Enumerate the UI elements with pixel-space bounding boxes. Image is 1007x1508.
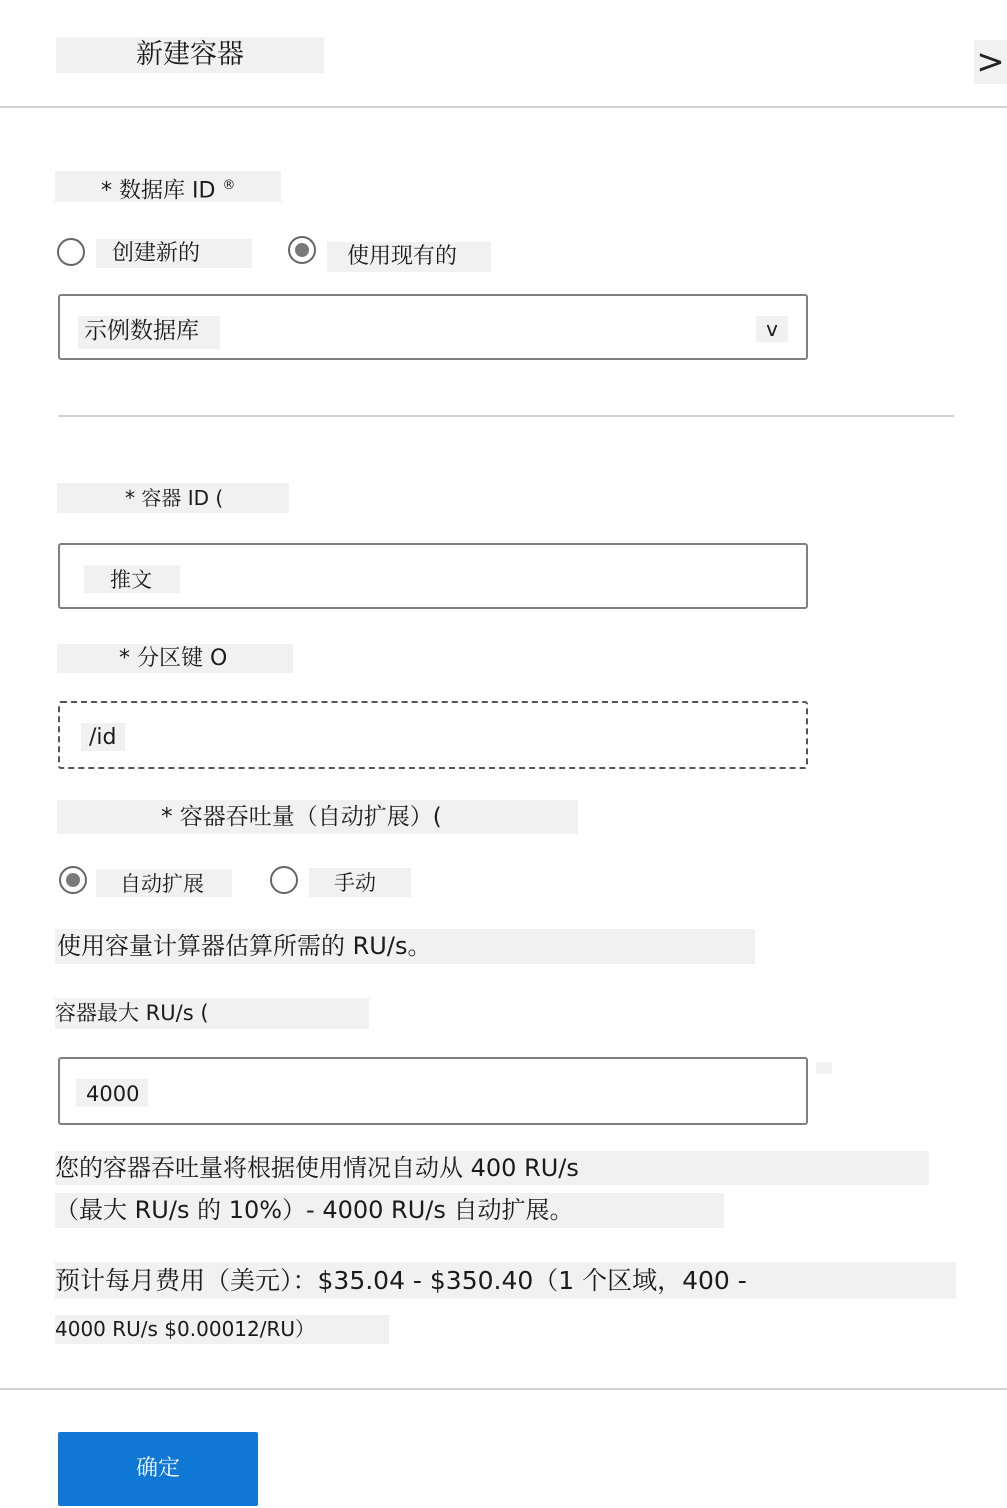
database-dropdown[interactable] [58,294,808,360]
throughput-label: * 容器吞吐量（自动扩展）( [57,800,578,834]
capacity-calculator-link[interactable]: 使用容量计算器估算所需的 RU/s。 [55,929,755,964]
radio-autoscale-label[interactable]: 自动扩展 [96,869,232,897]
spinner-dots-icon [816,1062,832,1074]
max-rus-label: 容器最大 RU/s ( [55,998,369,1029]
max-rus-input[interactable] [58,1057,808,1125]
estimated-cost-line2: 4000 RU/s $0.00012/RU） [55,1315,389,1344]
radio-create-new-label[interactable]: 创建新的 [96,239,252,268]
estimated-cost-line1: 预计每月费用（美元）：$35.04 - $350.40（1 个区域，400 - [55,1262,956,1299]
autoscale-description-line2: （最大 RU/s 的 10%）- 4000 RU/s 自动扩展。 [55,1193,724,1228]
container-id-value: 推文 [84,565,180,593]
database-dropdown-value: 示例数据库 [78,316,220,349]
radio-use-existing-label[interactable]: 使用现有的 [327,242,491,272]
radio-manual-label[interactable]: 手动 [309,868,411,897]
close-icon[interactable]: > [974,40,1007,84]
radio-manual[interactable] [270,866,298,894]
container-id-label: * 容器 ID ( [57,483,289,513]
info-icon[interactable]: ® [222,178,236,193]
partition-key-label: * 分区键 O [57,644,293,673]
database-id-label: * 数据库 ID [101,178,216,204]
radio-autoscale[interactable] [59,866,87,894]
footer-divider [0,1388,1007,1390]
chevron-down-icon: v [756,316,788,342]
radio-use-existing[interactable] [288,236,316,264]
container-id-input[interactable] [58,543,808,609]
partition-key-input[interactable] [58,701,808,769]
max-rus-value: 4000 [76,1079,148,1107]
section-divider [58,415,954,417]
database-id-label-row [55,171,281,202]
header-divider [0,106,1007,108]
autoscale-description-line1: 您的容器吞吐量将根据使用情况自动从 400 RU/s [55,1151,929,1185]
ok-button[interactable]: 确定 [58,1432,258,1506]
panel-title: 新建容器 [56,37,324,73]
radio-create-new[interactable] [57,238,85,266]
partition-key-value: /id [81,723,125,751]
